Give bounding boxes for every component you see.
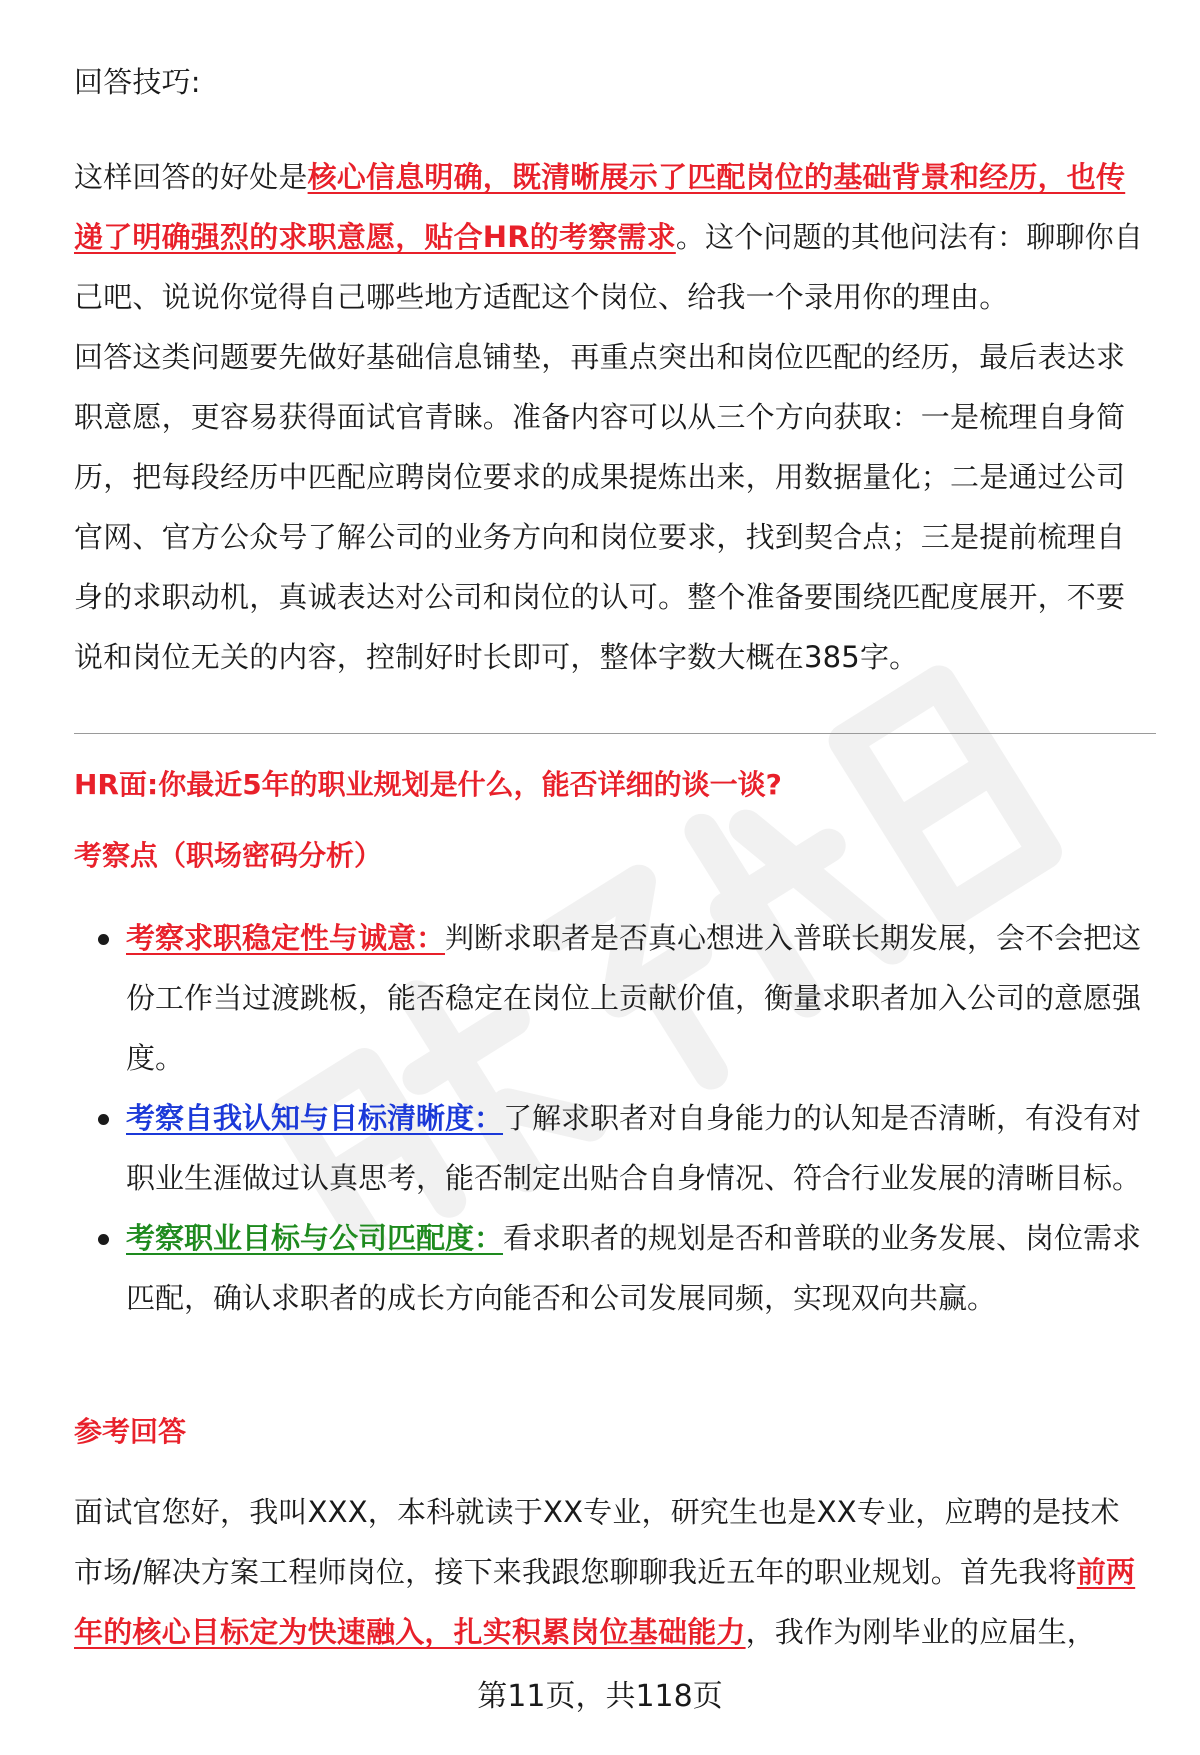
list-item (126, 1088, 1146, 1208)
analysis-title: 考察点（职场密码分析） (74, 839, 383, 872)
tips-paragraph-1-suffix: 。这个问题的其他问法有：聊聊你自己吧、说说你觉得自己哪些地方适配这个岗位、给我一个录用你的理由。 (74, 220, 1144, 314)
page-number: 第11页，共118页 (477, 1679, 723, 1714)
tips-paragraph-2: 回答这类问题要先做好基础信息铺垫，再重点突出和岗位匹配的经历，最后表达求职意愿，更容易获得面试官青睐。准备内容可以从三个方向获取：一是梳理自身简历，把每段经历中匹配应聘岗位要求的成果提炼出来，用数据量化；二是通过公司官网、官方公众号了解公司的业务方向和岗位要求，找到契合点；三是提前梳理自身的求职动机，真诚表达对公司和岗位的认可。整个准备要围绕匹配度展开，不要说和岗位无关的内容，控制好时长即可，整体字数大概在385字。 (74, 340, 1126, 674)
list-item (126, 908, 1146, 1088)
bullet-label: 考察职业目标与公司匹配度： (126, 1221, 504, 1255)
analysis-bullet-list (126, 908, 1146, 1328)
bullet-label: 考察自我认知与目标清晰度： (126, 1101, 504, 1135)
reference-answer-title: 参考回答 (74, 1415, 187, 1448)
bullet-text: 了解求职者对自身能力的认知是否清晰，有没有对职业生涯做过认真思考，能否制定出贴合自身情况、符合行业发展的清晰目标。 (126, 1101, 1142, 1195)
reference-suffix: ，我作为刚毕业的应届生， (745, 1615, 1097, 1649)
tips-paragraph-1 (74, 147, 1146, 327)
bullet-dot-icon (98, 1114, 109, 1125)
answer-tips-label: 回答技巧: (74, 65, 201, 99)
tips-paragraph-1-prefix: 这样回答的好处是 (74, 160, 308, 194)
reference-prefix: 面试官您好，我叫XXX，本科就读于XX专业，研究生也是XX专业，应聘的是技术市场/解决方案工程师岗位，接下来我跟您聊聊我近五年的职业规划。首先我将 (74, 1495, 1120, 1589)
reference-answer-paragraph (74, 1482, 1146, 1662)
section-divider (74, 733, 1156, 734)
bullet-text: 看求职者的规划是否和普联的业务发展、岗位需求匹配，确认求职者的成长方向能否和公司发展同频，实现双向共赢。 (126, 1221, 1142, 1315)
bullet-dot-icon (98, 934, 109, 945)
bullet-dot-icon (98, 1234, 109, 1245)
bullet-text: 判断求职者是否真心想进入普联长期发展，会不会把这份工作当过渡跳板，能否稳定在岗位上贡献价值，衡量求职者加入公司的意愿强度。 (126, 921, 1142, 1075)
reference-highlight: 前两年的核心目标定为快速融入，扎实积累岗位基础能力 (74, 1555, 1136, 1649)
bullet-label: 考察求职稳定性与诚意： (126, 921, 446, 955)
list-item (126, 1208, 1146, 1328)
question-heading: HR面:你最近5年的职业规划是什么，能否详细的谈一谈? (74, 768, 782, 801)
tips-highlight: 核心信息明确，既清晰展示了匹配岗位的基础背景和经历，也传递了明确强烈的求职意愿，贴合HR的考察需求 (74, 160, 1126, 254)
